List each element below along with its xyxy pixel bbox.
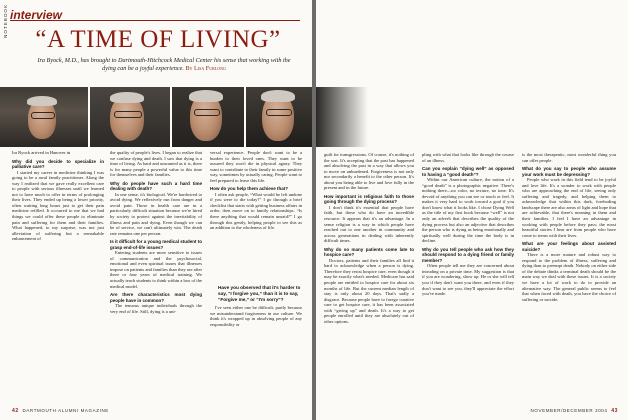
portrait-photo (0, 87, 88, 147)
right-column-1 (324, 152, 414, 410)
interview-question: How do you help them achieve that? (210, 186, 289, 192)
interview-question: How important is religious faith to those going through the dying process? (324, 193, 414, 205)
left-column-2 (110, 150, 202, 412)
left-column-3-continued (210, 305, 302, 405)
column-paragraph: guilt for transgressions. Of course, it's nothing of the sort. It's accepting that the past has happened and absolving the past in a way that allows you to move on unburdened. Forgiveness is not only nor secondarily a benefit to the other person. It's about you being able to live and love fully in the present and in the future. (324, 152, 414, 191)
column-paragraph: People who work in this field tend to be joyful and love life. It's a wonder to work with people who are approaching the end of life, seeing only suffering and tragedy, and helping them to acknowledge that within this dark, foreboding landscape there are also areas of light and hope that are achievable, that there's meaning in them and their families. I feel I have an advantage in working with people before they pass; the most beautiful stories I hear are from people who have come to terms with their lives. (522, 177, 616, 238)
column-paragraph: pling with what that looks like through the course of an illness. (422, 152, 514, 163)
left-footer (12, 408, 109, 414)
interview-question: Can you explain “dying well” as opposed to having a “good death”? (422, 166, 514, 177)
column-paragraph: Within our American culture, the notion of a “good death” is a photographic negative. There's nothing there—no color, no texture, no tone. It's devoid of anything you can see or touch or feel. It makes it very hard to work toward a goal if you don't know what it looks like. I chose Dying Well as the title of my first book because “well” is not only an adverb that describes the quality of the dying process but also an adjective that describes the person who is dying as being emotionally and spiritually well during the time the body is in decline. (422, 177, 514, 244)
column-paragraph: In one sense, it's biological. We're hardwired to avoid dying. We reflexively run from danger and avoid pain. Those in health care are in a particularly difficult situation because we're hired by society to protect against the inevitability of illness and pain and dying. Even though we can be of service, we can't ultimately win. The death rate remains one per person. (110, 191, 202, 236)
portrait-photo (246, 87, 312, 147)
column-paragraph: the quality of people's lives. I began to realize that we confuse dying and death. I saw that dying is a time of living. As hard and unwanted as it is, there is for many people a powerful value to this time for themselves and their families. (110, 150, 202, 178)
left-page (0, 0, 312, 420)
column-paragraph: I started my career in medicine thinking I was going to be a rural family practitioner. Along the way I realized that we gave really excellent care to people with serious illnesses until we learned not to have much to offer in terms of prolonging their lives. They ended up being a lower priority, often waiting long hours just to get their pain medicine refilled. It occurred to me that we had things we could offer these people to eliminate pain and suffering for them and their families. What happened, to my surprise, was not just alleviation of suffering but a remarkable enhancement of (12, 169, 104, 242)
deck-text: Ira Byock, M.D., has brought to Dartmouth-Hitchcock Medical Center his sense that working with the dying can be a joyful experience. (37, 57, 291, 73)
column-paragraph: Often people tell me they are concerned about intruding on a private time. My suggestion is that if you are wondering, show up. He or she will tell you if they don't want you there, and even if they don't want to see you, they'll appreciate the effort you've made. (422, 263, 514, 297)
interview-question: Is it difficult for a young medical student to grasp end-of-life issues? (110, 239, 202, 250)
right-footer (531, 408, 618, 414)
lead-paragraph: Ira Byock arrived in Hanover in (12, 150, 71, 155)
right-column-2 (422, 152, 514, 410)
left-column-3 (210, 150, 302, 280)
section-notebook-label: NOTEBOOK (3, 3, 8, 38)
column-paragraph: Entering students are more sensitive to issues of communication and the psychosocial, emotional and even spiritual issues that illnesses impose on patients and families than they are after three or four years of medical training. We actually teach students to think within a box of the medical model. (110, 250, 202, 289)
photo-fade-edge (316, 87, 368, 147)
interview-question: What do you say to people who assume your work must be depressing? (522, 166, 616, 177)
article-title: “A TIME OF LIVING” (35, 26, 281, 53)
interview-question: Why do so many patients come late to hospice care? (324, 246, 414, 258)
column-paragraph: The tenuous unique individuals through the very end of life. Still, dying is a uni- (110, 303, 202, 314)
column-paragraph: Doctors, patients and their families all find it hard to acknowledge when a person is dying. Therefore they resist hospice care, even though it may be exactly what's needed. Medicare has said people are entitled to hospice care for about six months of life. But the current median length of stay is only about 20 days. That's sadly a disgrace. Because people have to forego curative care to get hospice care, it has been associated with “giving up” and death. It's a way to get people enrolled until they are absolutely out of other options. (324, 257, 414, 324)
column-paragraph: is the most therapeutic, most wonderful thing you can offer people. (522, 152, 616, 163)
interview-question: Why did you decide to specialize in palliative care? (12, 158, 104, 170)
interview-question: Are there characteristics most dying people have in common? (110, 292, 202, 303)
interview-question: What are your feelings about assisted suicide? (522, 241, 616, 252)
column-paragraph: There is a more mature and robust way to respond to the problem of illness, suffering and dying than to preempt death. Nobody on either side of the debate thinks a terminal death should be the main way we deal with these issues. It is a society we have a lot of work to do to provide an alternative way. The general public seems to feel that when faced with death, you have the choice of suffering or suicide. (522, 252, 616, 302)
interview-question: Why do you tell people who ask how they should respond to a dying friend or family member? (422, 246, 514, 263)
issue-date: NOVEMBER/DECEMBER 2004 (530, 408, 608, 413)
column-paragraph: I don't think it's essential that people have faith, but those who do have an incredible resource. It appears that it's an advantage. In a sense religion is a way in which people have reached out to one another in community and across generations in dealing with inherently difficult times. (324, 204, 414, 244)
portrait-photo (172, 87, 244, 147)
column-paragraph: versal experience. People don't want to be a burden to their loved ones. They want to be assured they won't die in physical agony. They want to contribute to their family in some positive way, sometimes by actually caring. People want to feel prepared to leave this life. (210, 150, 302, 183)
article-deck (36, 57, 292, 74)
byline: By Lisa Furlong (185, 65, 226, 73)
right-page (316, 0, 628, 420)
left-column-1 (12, 150, 104, 412)
section-header (10, 6, 300, 21)
folio-right: 43 (611, 408, 618, 414)
column-paragraph: I've seen either one be difficult, partly because we misunderstand forgiveness in our culture. We think it's wrapped up in absolving people of any responsibility or (210, 305, 302, 327)
column-paragraph: I often ask people, “What would be left undone if you were to die today?” I go through a brief checklist that starts with getting business affairs in order, then move on to family relationships. “Is there anything that would remain unsaid?” I go through this gently, helping people to see this as an addition to the wholeness of life. (210, 191, 302, 231)
right-column-3 (522, 152, 616, 410)
portrait-photo (90, 87, 170, 147)
pull-question: Have you observed that it's harder to say, “I forgive you,” than it is to say, “Forgive me,” or “I'm sorry”? (218, 285, 301, 302)
photo-strip (0, 87, 628, 147)
section-label: interview (10, 8, 63, 22)
folio-left: 42 (12, 408, 19, 414)
magazine-name: DARTMOUTH ALUMNI MAGAZINE (22, 408, 109, 413)
interview-question: Why do people have such a hard time dealing with death? (110, 180, 202, 192)
